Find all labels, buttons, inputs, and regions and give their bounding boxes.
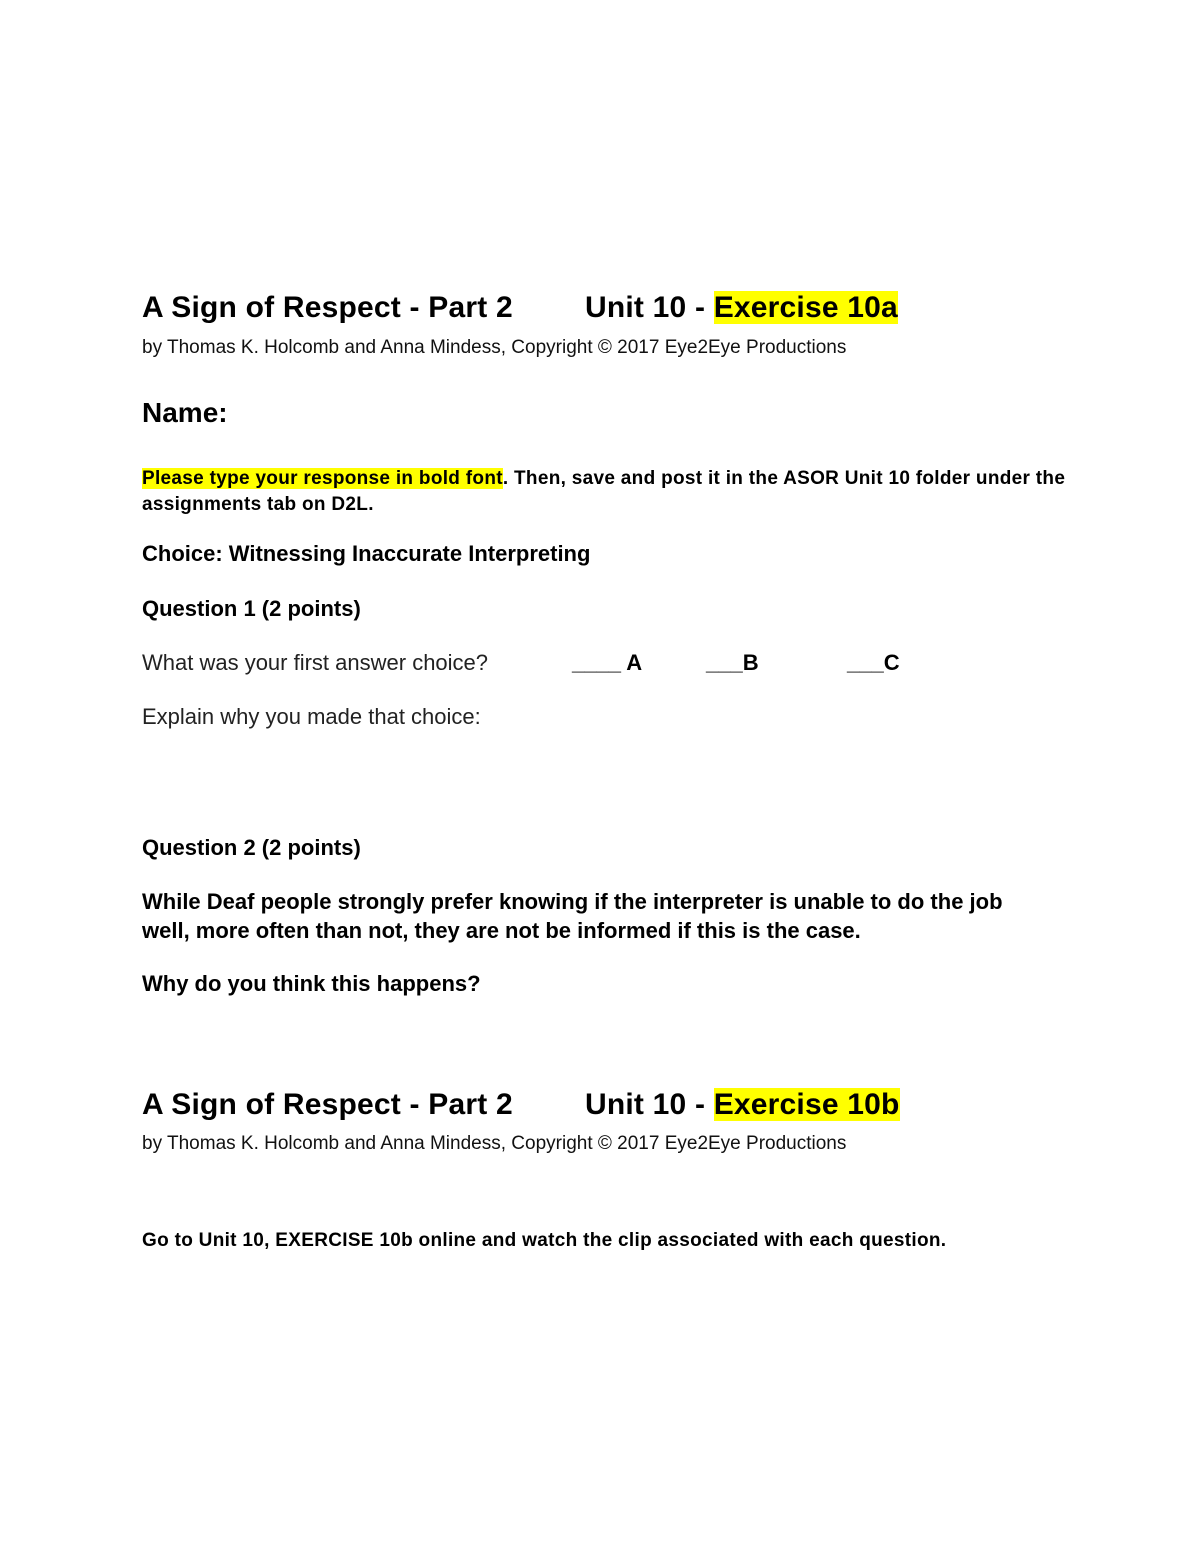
answer-option-c[interactable]: ___C <box>847 650 900 675</box>
instructions <box>142 466 1072 518</box>
choice-line: Choice: Witnessing Inaccurate Interpreting <box>142 541 591 566</box>
answer-option-a[interactable]: ____ A <box>572 650 643 675</box>
question2-ask: Why do you think this happens? <box>142 971 481 996</box>
answer-option-b[interactable]: ___B <box>706 650 759 675</box>
goto-instruction: Go to Unit 10, EXERCISE 10b online and watch the clip associated with each question. <box>142 1230 947 1251</box>
title-left: A Sign of Respect - Part 2 <box>142 291 513 324</box>
question1-heading: Question 1 (2 points) <box>142 596 361 621</box>
exercise-10b-byline: by Thomas K. Holcomb and Anna Mindess, Copyright © 2017 Eye2Eye Productions <box>142 1133 847 1154</box>
title-left: A Sign of Respect - Part 2 <box>142 1088 513 1121</box>
question1-prompt: What was your first answer choice? <box>142 650 489 675</box>
question1-prompt-row <box>142 649 900 677</box>
title-exercise-highlight: Exercise 10a <box>713 291 898 324</box>
name-label: Name: <box>142 397 228 428</box>
exercise-10a-title <box>142 290 898 326</box>
instructions-highlight: Please type your response in bold font <box>142 468 503 489</box>
exercise-10a-byline: by Thomas K. Holcomb and Anna Mindess, Copyright © 2017 Eye2Eye Productions <box>142 337 847 358</box>
title-unit: Unit 10 - Exercise 10a <box>585 291 898 324</box>
question1-explain: Explain why you made that choice: <box>142 704 481 729</box>
title-unit: Unit 10 - Exercise 10b <box>585 1088 900 1121</box>
question2-statement: While Deaf people strongly prefer knowing if the interpreter is unable to do the job well, more often than not, they are not be informed if this is the case. <box>142 889 1003 943</box>
instructions-rest: . Then, save and post it in the ASOR Unit 10 folder under the assignments tab on D2L. <box>142 468 1066 515</box>
question2-heading: Question 2 (2 points) <box>142 835 361 860</box>
title-exercise-highlight: Exercise 10b <box>713 1088 900 1121</box>
exercise-10b-title <box>142 1087 900 1123</box>
